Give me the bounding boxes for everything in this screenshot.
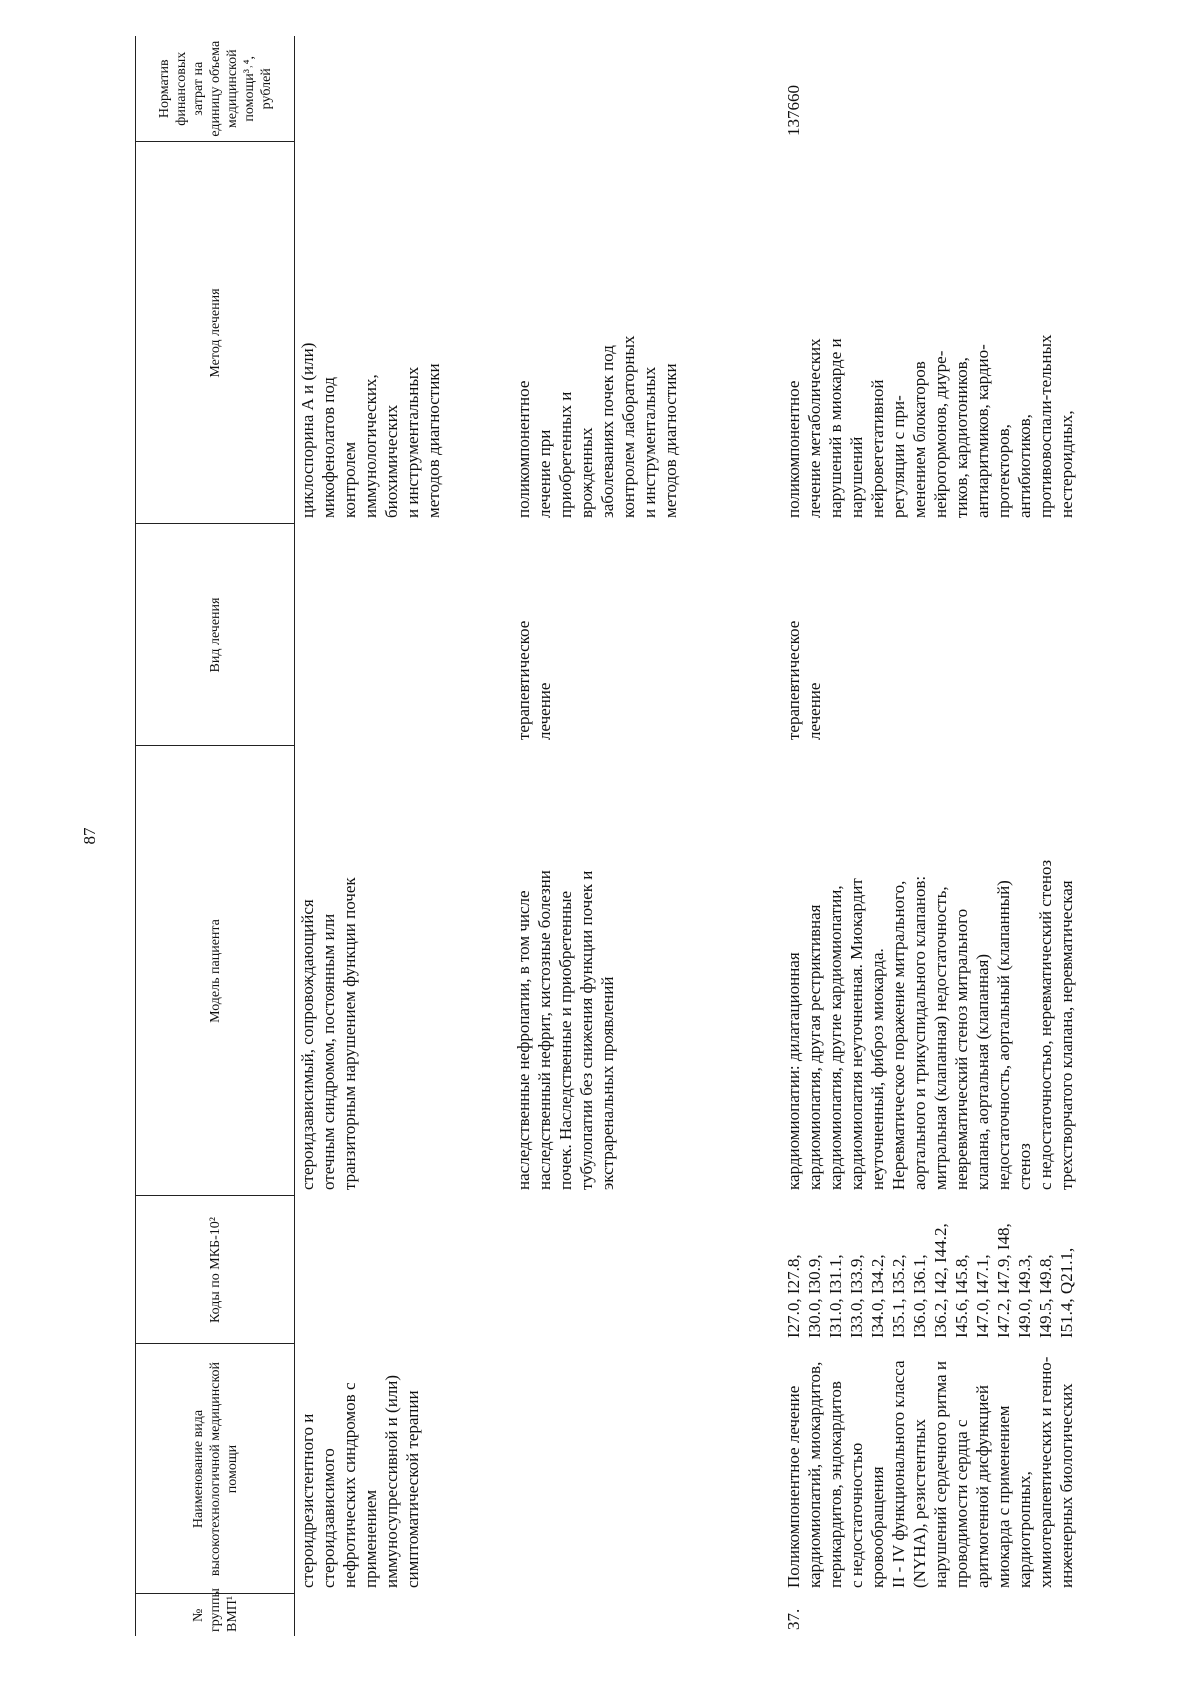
cell-icd-codes [511, 1196, 783, 1344]
header-group-number: № группы ВМП¹ [136, 1594, 295, 1636]
cell-treatment-method: циклоспорина А и (или) микофенолатов под контролем иммунологических, биохимических и инструментальных методов диагностики [298, 342, 443, 518]
cell-treatment-method: поликомпонентное лечение при приобретенных и врожденных заболеваниях почек под контролем лабораторных и инструментальных методов диагностики [514, 335, 680, 518]
cell-care-name [511, 1344, 783, 1594]
table-row [295, 36, 512, 1636]
table-header-row [136, 36, 295, 1636]
cell-cost-norm [295, 36, 512, 142]
header-cost-norm: Норматив финансовых затрат на единицу объема медицинской помощи³˒⁴, рублей [136, 36, 295, 142]
cell-patient-model: кардиомиопатии: дилатационная кардиомиопатия, другая рестриктивная кардиомиопатия, другие кардиомиопатии, кардиомиопатия неуточненная. Миокардит неуточненный, фиброз миокарда. Неревматическое поражение митрального, аортального и трикуспидального клапанов: митральная (клапанная) недостаточность, невревматический стеноз митрального клапана, аортальная (клапанная) недостаточность, аортальный (клапанный) стеноз с недостаточностью, неревматический стеноз трехстворчатого клапана, неревматическая [784, 859, 1076, 1190]
cell-treatment-type: терапевтическое лечение [514, 620, 554, 740]
cell-patient-model: наследственные нефропатии, в том числе наследственный нефрит, кистозные болезни почек. Наследственные и приобретенные тубулопатии без снижения функции почек и экстраренальных проявлений [514, 870, 617, 1190]
rotated-table-sheet [135, 36, 1076, 1636]
cell-group-number [295, 1594, 512, 1636]
cell-treatment-type: терапевтическое лечение [784, 620, 824, 740]
cell-icd-codes: I27.0, I27.8, I30.0, I30.9, I31.0, I31.1, I33.0, I33.9, I34.0, I34.2, I35.1, I35.2, I36.0, I36.1, I36.2, I42, I44.2, I45.6, I45.8, I47.0, I47.1, I47.2, I47.9, I48, I49.0, I49.3, I49.5, I49.8, I51.4, Q21.1, [784, 1223, 1076, 1338]
table-row [783, 36, 1077, 1636]
cell-care-name: Поликомпонентное лечение кардиомиопатий, миокардитов, перикардитов, эндокардитов с недостаточностью кровообращения II - IV функционального класса (NYHA), резистентных нарушений сердечного ритма и проводимости сердца с аритмогенной дисфункцией миокарда с применением кардиотропных, химиотерапевтических и генно- инженерных биологических [784, 1356, 1076, 1588]
table-row [511, 36, 783, 1636]
header-treatment-method: Метод лечения [136, 142, 295, 524]
vmp-table [135, 36, 1077, 1636]
header-patient-model: Модель пациента [136, 746, 295, 1196]
cell-care-name: стероидрезистентного и стероидзависимого нефротических синдромов с применением иммуносупрессивной и (или) симптоматической терапии [298, 1374, 422, 1588]
header-care-name: Наименование вида высокотехнологичной медицинской помощи [136, 1344, 295, 1594]
cell-treatment-method: поликомпонентное лечение метаболических нарушений в миокарде и нарушений нейровегетативной регуляции с при- менением блокаторов нейрогормонов, диуре- тиков, кардиотоников, антиаритмиков, кардио- протекторов, антибиотиков, противовоспали-тельных нестероидных, [784, 334, 1076, 518]
cell-icd-codes [295, 1196, 512, 1344]
cell-patient-model: стероидзависимый, сопровождающийся отечным синдромом, постоянным или транзиторным нарушением функции почек [298, 877, 359, 1190]
cell-group-number: 37. [784, 1608, 803, 1630]
header-treatment-type: Вид лечения [136, 524, 295, 746]
header-icd-codes: Коды по МКБ-10² [136, 1196, 295, 1344]
page-number: 87 [80, 827, 99, 845]
cell-cost-norm [511, 36, 783, 142]
cell-cost-norm: 137660 [784, 85, 803, 136]
cell-group-number [511, 1594, 783, 1636]
cell-treatment-type [295, 524, 512, 746]
